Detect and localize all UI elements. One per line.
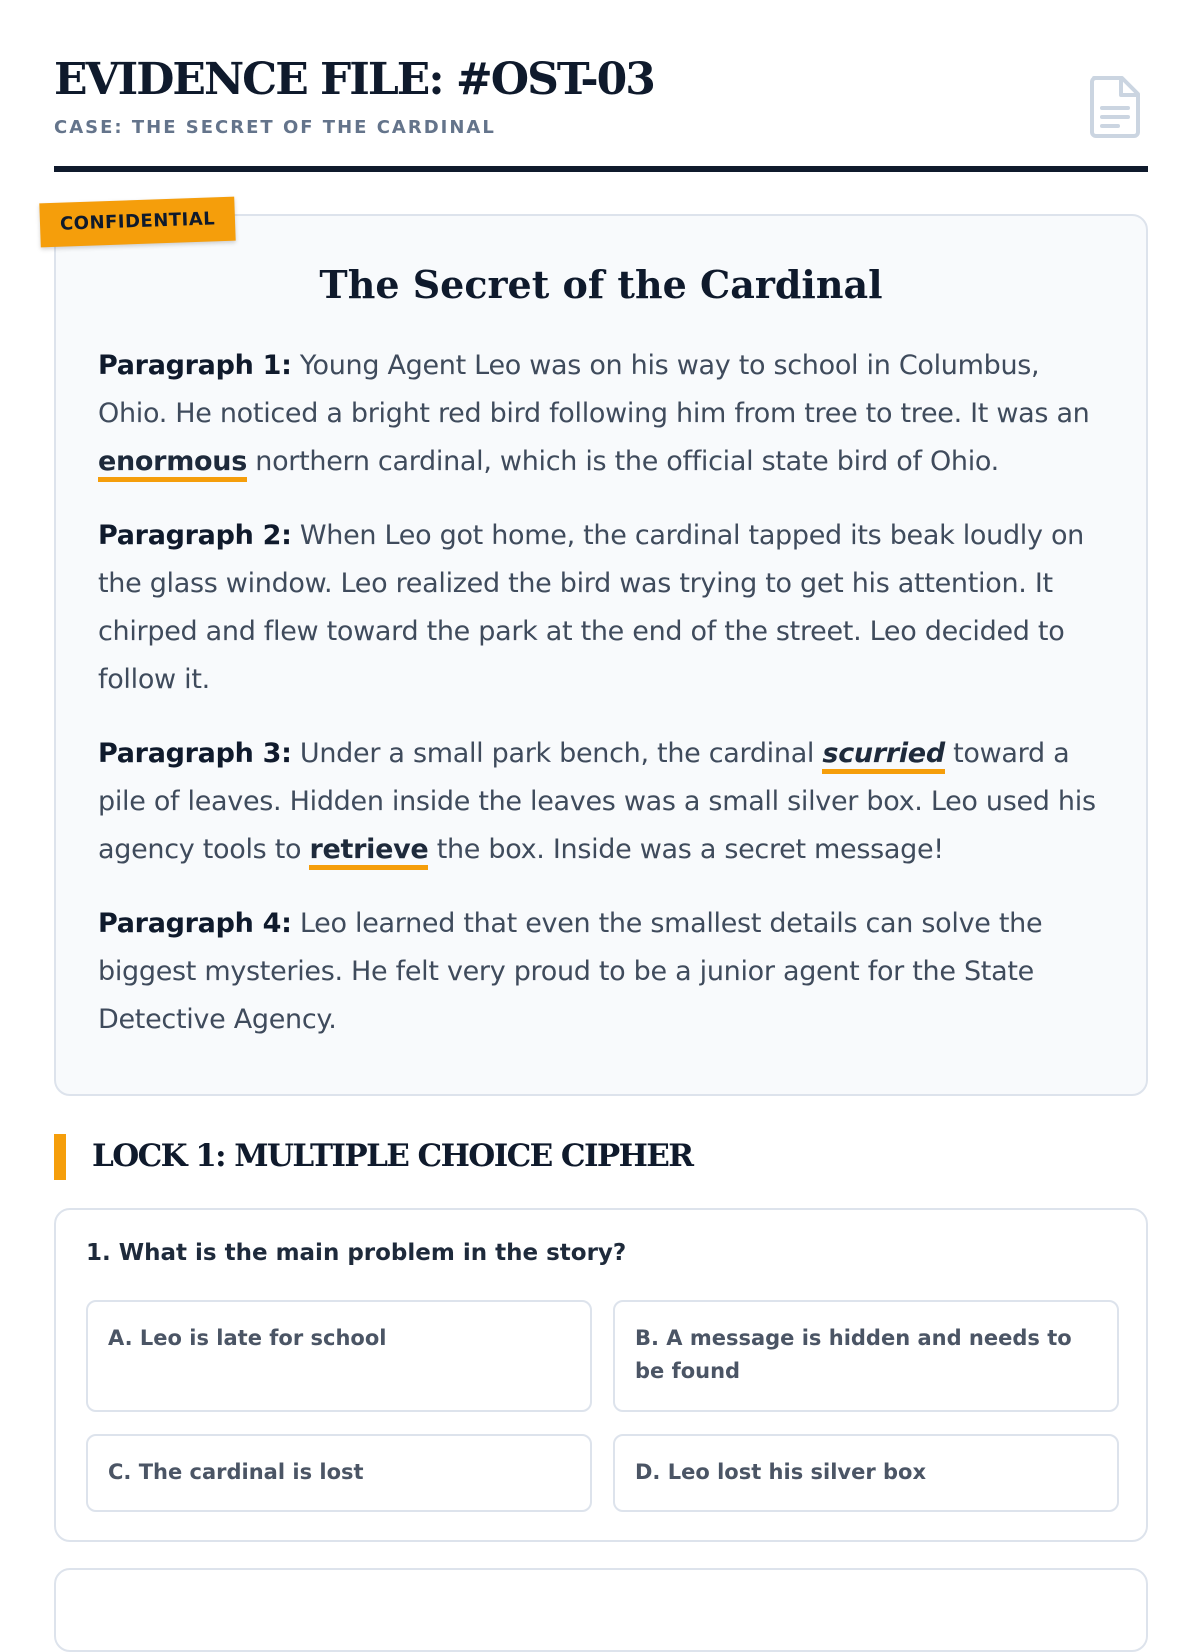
page-header — [54, 0, 1148, 174]
story-paragraph-4 — [98, 900, 1108, 1044]
confidential-stamp: CONFIDENTIAL — [39, 197, 236, 248]
story-title: The Secret of the Cardinal — [319, 262, 883, 307]
answer-option-c[interactable]: C. The cardinal is lost — [86, 1434, 592, 1512]
evidence-story-card — [54, 208, 1148, 1096]
paragraph-text: the box. Inside was a secret message! — [428, 834, 944, 865]
document-icon — [1088, 74, 1142, 138]
question-text: 1. What is the main problem in the story? — [86, 1240, 627, 1266]
section-title: LOCK 1: MULTIPLE CHOICE CIPHER — [92, 1138, 693, 1174]
answer-option-b[interactable]: B. A message is hidden and needs to be found — [613, 1300, 1119, 1412]
paragraph-text: Young Agent Leo was on his way to school in Columbus, Ohio. He noticed a bright red bird following him from tree to tree. It was an — [98, 350, 1090, 429]
paragraph-label: Paragraph 4: — [98, 908, 292, 939]
paragraph-text: Leo learned that even the smallest details can solve the biggest mysteries. He felt very proud to be a junior agent for the State Detective Agency. — [98, 908, 1043, 1035]
paragraph-text: northern cardinal, which is the official state bird of Ohio. — [246, 446, 999, 477]
header-divider — [54, 166, 1148, 172]
next-question-card — [54, 1568, 1148, 1652]
case-subtitle: CASE: THE SECRET OF THE CARDINAL — [54, 117, 496, 138]
vocab-word-enormous: enormous — [98, 446, 247, 482]
paragraph-label: Paragraph 1: — [98, 350, 292, 381]
story-paragraphs — [98, 342, 1108, 1070]
paragraph-text: Under a small park bench, the cardinal — [291, 738, 823, 769]
worksheet-page — [54, 0, 1148, 1484]
vocab-word-retrieve: retrieve — [309, 834, 428, 870]
story-paragraph-2 — [98, 512, 1108, 704]
answer-option-d[interactable]: D. Leo lost his silver box — [613, 1434, 1119, 1512]
paragraph-label: Paragraph 2: — [98, 520, 292, 551]
paragraph-text: When Leo got home, the cardinal tapped its beak loudly on the glass window. Leo realized the bird was trying to get his attention. It chirped and flew toward the park at the end of the street. Leo decided to follow it. — [98, 520, 1084, 695]
section-accent-bar — [54, 1134, 66, 1180]
page-title: EVIDENCE FILE: #OST-03 — [54, 54, 654, 105]
paragraph-text: toward a pile of leaves. Hidden inside the leaves was a small silver box. Leo used his agency tools to — [98, 738, 1096, 865]
lock-1-heading — [54, 1134, 1148, 1180]
story-paragraph-1 — [98, 342, 1108, 486]
vocab-word-scurried: scurried — [822, 738, 944, 774]
story-paragraph-3 — [98, 730, 1108, 874]
answer-option-a[interactable]: A. Leo is late for school — [86, 1300, 592, 1412]
question-card — [54, 1208, 1148, 1542]
paragraph-label: Paragraph 3: — [98, 738, 292, 769]
